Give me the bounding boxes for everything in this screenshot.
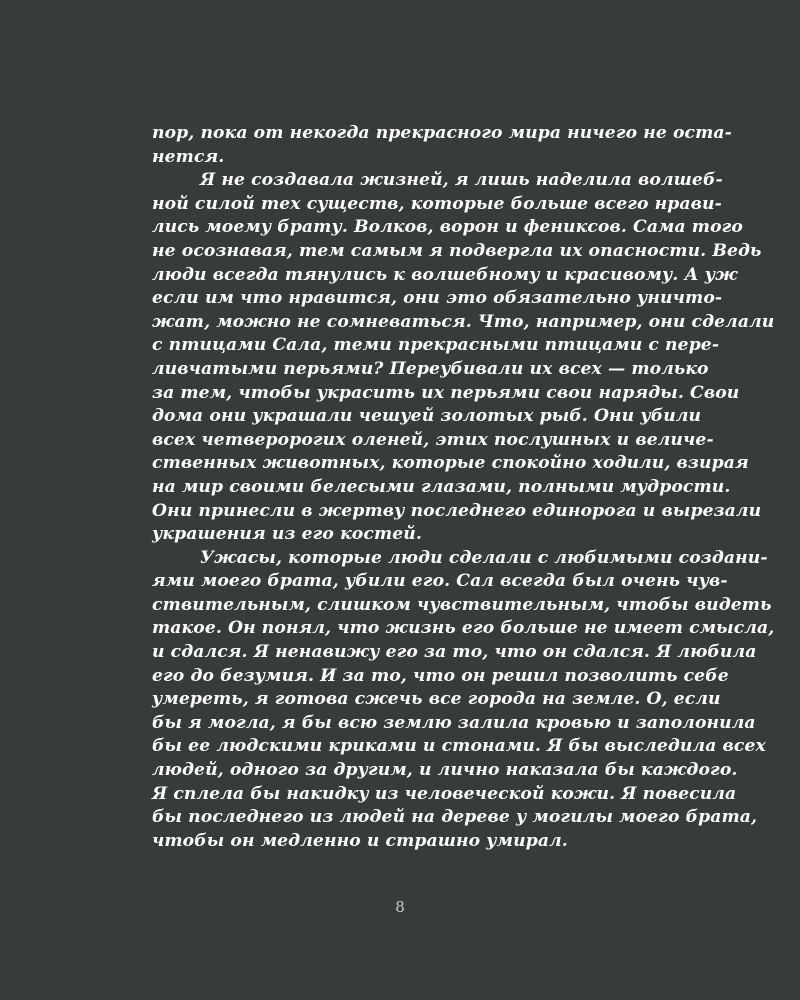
text-line: чтобы он медленно и страшно умирал. <box>152 830 568 851</box>
text-line: и сдался. Я ненавижу его за то, что он сдался. Я любила <box>152 642 757 663</box>
text-line: Они принесли в жертву последнего единорога и вырезали <box>152 500 762 521</box>
text-line: Ужасы, которые люди сделали с любимыми создани- <box>200 547 768 568</box>
text-line: людей, одного за другим, и лично наказала бы каждого. <box>152 760 738 781</box>
text-line: его до безумия. И за то, что он решил позволить себе <box>152 665 729 686</box>
text-line: если им что нравится, они это обязательно уничто- <box>152 288 723 309</box>
text-line: лись моему брату. Волков, ворон и фениксов. Сама того <box>152 217 743 238</box>
text-line: с птицами Сала, теми прекрасными птицами с пере- <box>152 335 720 356</box>
text-line: не осознавая, тем самым я подвергла их опасности. Ведь <box>152 240 762 261</box>
text-line: всех четверорогих оленей, этих послушных и величе- <box>152 429 714 450</box>
text-line: ливчатыми перьями? Переубивали их всех — только <box>152 358 709 379</box>
text-line: нется. <box>152 146 225 167</box>
page-number: 8 <box>395 898 405 916</box>
text-line: на мир своими белесыми глазами, полными мудрости. <box>152 476 731 497</box>
text-line: такое. Он понял, что жизнь его больше не имеет смысла, <box>152 618 775 639</box>
text-line: бы ее людскими криками и стонами. Я бы выследила всех <box>152 736 766 757</box>
text-line: ной силой тех существ, которые больше всего нрави- <box>152 193 722 214</box>
text-line: за тем, чтобы украсить их перьями свои наряды. Свои <box>152 382 740 403</box>
text-line: ствительным, слишком чувствительным, чтобы видеть <box>152 594 772 615</box>
text-line: ственных животных, которые спокойно ходили, взирая <box>152 453 749 474</box>
text-line: люди всегда тянулись к волшебному и красивому. А уж <box>152 264 738 285</box>
page-text <box>152 122 775 853</box>
text-line: дома они украшали чешуей золотых рыб. Они убили <box>152 406 702 427</box>
text-line: бы последнего из людей на дереве у могилы моего брата, <box>152 807 758 828</box>
text-line: пор, пока от некогда прекрасного мира ничего не оста- <box>152 123 732 143</box>
text-line: Я не создавала жизней, я лишь наделила волшеб- <box>200 170 723 191</box>
text-line: жат, можно не сомневаться. Что, например, они сделали <box>152 311 775 332</box>
text-line: умереть, я готова сжечь все города на земле. О, если <box>152 689 721 710</box>
text-line: украшения из его костей. <box>152 524 422 545</box>
text-line: ями моего брата, убили его. Сал всегда был очень чув- <box>152 571 728 592</box>
text-line: Я сплела бы накидку из человеческой кожи. Я повесила <box>152 783 737 804</box>
text-line: бы я могла, я бы всю землю залила кровью и заполонила <box>152 712 756 733</box>
